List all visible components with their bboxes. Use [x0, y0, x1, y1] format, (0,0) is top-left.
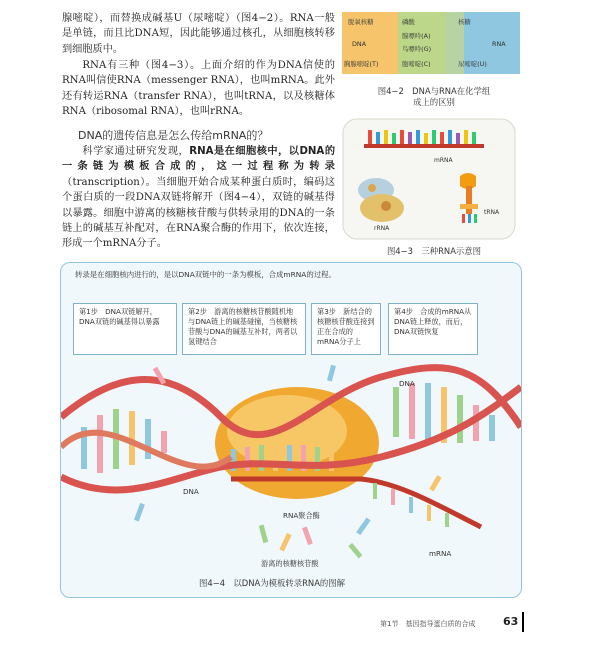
transcription-helix: [61, 357, 521, 567]
ribose-label: 核糖: [458, 18, 471, 26]
dna-label-top: DNA: [399, 379, 415, 388]
figure-4-2-caption: 图4−2 DNA与RNA在化学组 成上的区别: [377, 86, 491, 107]
step-2-box: 第2步 游离的核糖核苷酸随机地与DNA链上的碱基碰撞，当核糖核苷酸与DNA的碱基互补时，两者以氢键结合: [182, 303, 306, 355]
phosphate-label: 磷酸: [402, 18, 415, 26]
step-1-box: 第1步 DNA双链解开，DNA双链的碱基得以暴露: [73, 303, 177, 355]
page-number: 63: [503, 615, 519, 628]
figure-4-4-panel: [60, 262, 522, 598]
deoxyribose-label: 脱氧核糖: [348, 18, 374, 26]
adenine-label: 腺嘌呤(A): [402, 32, 431, 40]
rrna-label: rRNA: [374, 225, 390, 232]
section-footer: 第1节 基因指导蛋白质的合成: [380, 620, 476, 628]
mrna-label: mRNA: [434, 157, 453, 164]
paragraph-2: RNA有三种（图4−3）。上面介绍的作为DNA信使的RNA叫信使RNA（messenger RNA），也叫mRNA。此外还有转运RNA（transfer RNA），也叫tRNA，以及核糖体RNA（ribosomal RNA），也叫rRNA。: [62, 60, 335, 118]
uracil-label: 尿嘧啶(U): [458, 60, 487, 68]
rna-label: RNA: [492, 40, 506, 48]
step-4-box: 第4步 合成的mRNA从DNA链上释放，而后，DNA双链恢复: [388, 303, 478, 355]
thymine-label: 胸腺嘧啶(T): [344, 60, 379, 68]
figure-4-4-title: 转录是在细胞核内进行的，是以DNA双链中的一条为模板，合成mRNA的过程。: [75, 270, 336, 279]
figure-4-4-caption: 图4−4 以DNA为模板转录RNA的图解: [199, 578, 346, 588]
paragraph-1: 腺嘧啶），而替换成碱基U（尿嘧啶）（图4−2）。RNA一般是单链，而且比DNA短，因此能够通过核孔，从细胞核转移到细胞质中。: [62, 13, 335, 55]
cytosine-label: 胞嘧啶(C): [402, 60, 431, 68]
figure-4-3-diagram: [342, 118, 516, 240]
step-3-box: 第3步 新结合的核糖核苷酸连接到正在合成的mRNA分子上: [311, 303, 381, 355]
free-nucleotides-label: 游离的核糖核苷酸: [261, 559, 319, 568]
dna-label-bottom: DNA: [183, 487, 199, 496]
section-question: DNA的遗传信息是怎么传给mRNA的？: [78, 129, 269, 142]
paragraph-3: 科学家通过研究发现，RNA是在细胞核中，以DNA的一条链为模板合成的，这一过程称为转录（transcription）。当细胞开始合成某种蛋白质时，编码这个蛋白质的一段DNA双链将解开（图4−4），双链的碱基得以暴露。细胞中游离的核糖核苷酸与供转录用的DNA的一条链上的碱基互补配对，在RNA聚合酶的作用下，依次连接，形成一个mRNA分子。: [62, 146, 336, 250]
margin-bar: [522, 612, 524, 632]
figure-4-3-caption: 图4−3 三种RNA示意图: [386, 246, 482, 256]
guanine-label: 鸟嘌呤(G): [402, 45, 432, 53]
mrna-label: mRNA: [429, 549, 452, 558]
figure-4-2-diagram: [342, 12, 520, 74]
rna-polymerase-label: RNA聚合酶: [283, 511, 320, 520]
trna-label: tRNA: [484, 209, 500, 216]
key-definition: RNA是在细胞核中，以DNA的一条链为模板合成的，这一过程称为转录: [62, 146, 336, 173]
dna-label: DNA: [352, 40, 367, 48]
